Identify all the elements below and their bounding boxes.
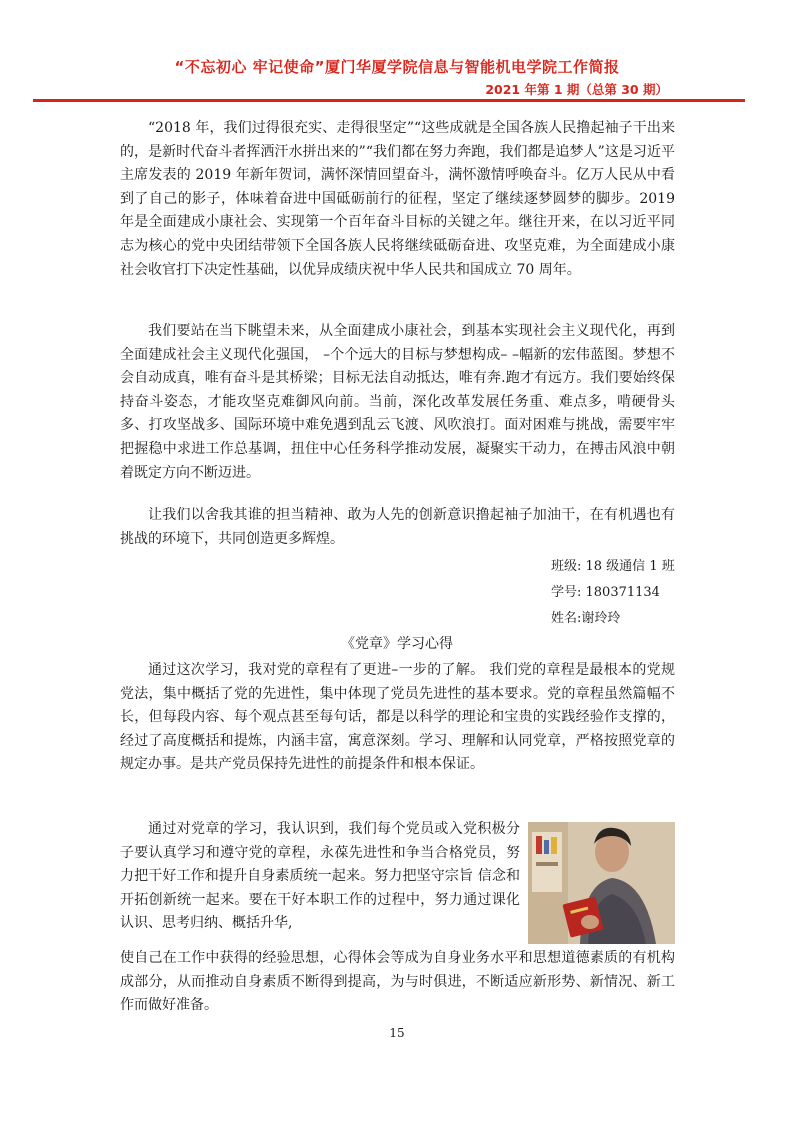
article2-paragraph-1: 通过这次学习，我对党的章程有了更进–一步的了解。 我们党的章程是最根本的党规党法，集中概括了党的先进性，集中体现了党员先进性的基本要求。党的章程虽然篇幅不长，但每段内容、每个观点甚至每句话，都是以科学的理论和宝贵的实践经验作支撑的，经过了高度概括和提炼，内涵丰富，寓意深刻。学习、理解和认同党章，严格按照党章的规定办事。是共产党员保持先进性的前提条件和根本保证。	[120, 662, 675, 773]
person-reading-photo	[528, 822, 675, 944]
article2-paragraph-3: 使自己在工作中获得的经验思想，心得体会等成为自身业务水平和思想道德素质的有机构成部分，从而推动自身素质不断得到提高，为与时俱进，不断适应新形势、新情况、新工作而做好准备。	[120, 950, 675, 1014]
article1-paragraph-3: 让我们以舍我其谁的担当精神、敢为人先的创新意识撸起袖子加油干，在有机遇也有挑战的环境下，共同创造更多辉煌。	[120, 507, 675, 547]
article2-title: 《党章》学习心得	[341, 636, 453, 652]
signature-student-id: 学号: 180371134	[551, 585, 660, 600]
article1-paragraph-1: “2018 年，我们过得很充实、走得很坚定”“这些成就是全国各族人民撸起袖子干出来的，是新时代奋斗者挥洒汗水拼出来的”“我们都在努力奔跑，我们都是追梦人”这是习近平主席发表的 2019 年新年贺词，满怀深情回望奋斗，满怀激情呼唤奋斗。亿万人民从中看到了自己的影子，体味着奋进中国砥砺前行的征程，坚定了继续逐梦圆梦的脚步。2019 年是全面建成小康社会、实现第一个百年奋斗目标的关键之年。继往开来，在以习近平同志为核心的党中央团结带领下全国各族人民将继续砥砺奋进、攻坚克难，为全面建成小康社会收官打下决定性基础，以优异成绩庆祝中华人民共和国成立 70 周年。	[120, 120, 675, 278]
signature-name: 姓名:谢玲玲	[551, 611, 621, 626]
signature-class: 班级: 18 级通信 1 班	[551, 559, 675, 574]
article2-paragraph-2: 通过对党章的学习，我认识到，我们每个党员或入党积极分子要认真学习和遵守党的章程，永葆先进性和争当合格党员，努力把干好工作和提升自身素质统一起来。努力把坚守宗旨 信念和开拓创新统一起来。要在干好本职工作的过程中，努力通过课化认识、思考归纳、概括升华,	[120, 821, 520, 932]
newsletter-title: “不忘初心 牢记使命”厦门华厦学院信息与智能机电学院工作简报	[174, 58, 620, 76]
issue-number: 2021 年第 1 期（总第 30 期）	[485, 82, 668, 97]
page-number: 15	[389, 1026, 405, 1040]
article1-paragraph-2: 我们要站在当下眺望未来，从全面建成小康社会，到基本实现社会主义现代化，再到全面建成社会主义现代化强国， –个个远大的目标与梦想构成– –幅新的宏伟蓝图。梦想不会自动成真，唯有奋斗是其桥梁；目标无法自动抵达，唯有奔.跑才有远方。我们要始终保持奋斗姿态，才能攻坚克难御风向前。当前，深化改革发展任务重、难点多，啃硬骨头多、打攻坚战多、国际环境中难免遇到乱云飞渡、风吹浪打。面对困难与挑战，需要牢牢把握稳中求进工作总基调，扭住中心任务科学推动发展，凝聚实干动力，在搏击风浪中朝着既定方向不断迈进。	[120, 323, 675, 481]
header-divider	[33, 99, 745, 102]
